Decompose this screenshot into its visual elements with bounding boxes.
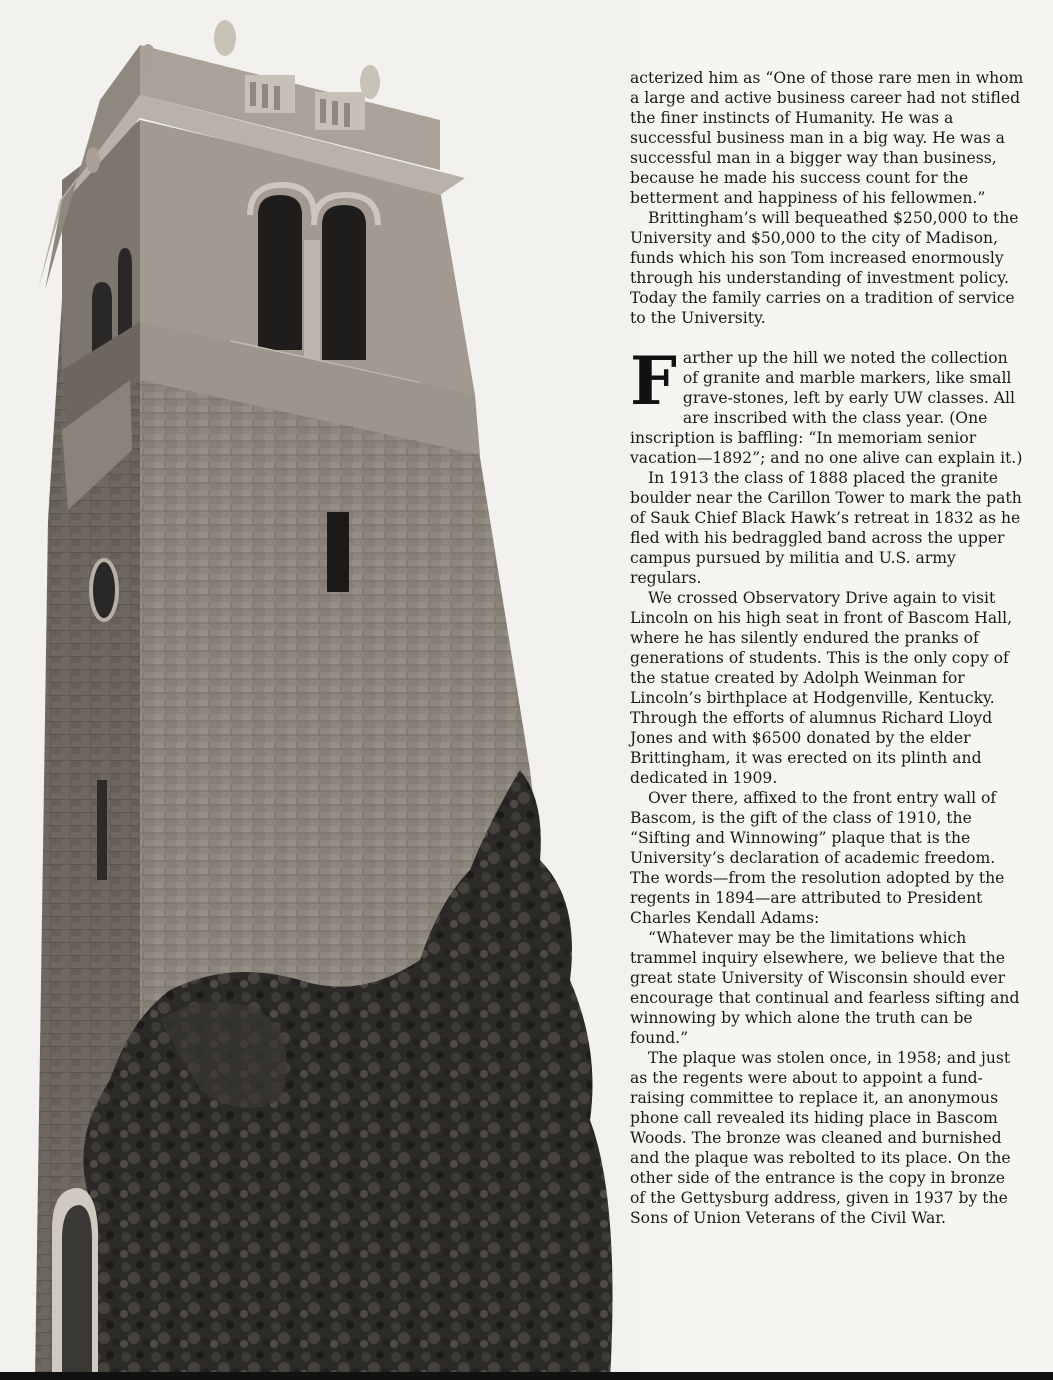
article-paragraph: We crossed Observatory Drive again to visit Lincoln on his high seat in front of Bascom Hall, where he has silently endured the pranks of generations of students. This is the only copy of the statue created by Adolph Weinman for Lincoln’s birthplace at Hodgenville, Kentucky. Through the efforts of alumnus Richard Lloyd Jones and with $6500 donated by the elder Brittingham, it was erected on its plinth and dedicated in 1909. bbox=[630, 589, 1013, 787]
quoted-paragraph: “Whatever may be the limitations which trammel inquiry elsewhere, we believe that the great state University of Wisconsin should ever encourage that continual and fearless sifting and winnowing by which alone the truth can be found.” bbox=[630, 929, 1020, 1047]
drop-cap: F bbox=[630, 342, 677, 420]
article-text-column bbox=[630, 68, 1025, 1228]
article-paragraph: acterized him as “One of those rare men in whom a large and active business career had not stifled the finer instincts of Humanity. He was a successful business man in a big way. He was a successful man in a bigger way than business, because he made his success count for the betterment and happiness of his fellowmen.” bbox=[630, 69, 1024, 207]
article-paragraph: Over there, affixed to the front entry wall of Bascom, is the gift of the class of 1910, the “Sifting and Winnowing” plaque that is the University’s declaration of academic freedom. The words—from the resolution adopted by the regents in 1894—are attributed to President Charles Kendall Adams: bbox=[630, 789, 1005, 927]
section-opening-text: arther up the hill we noted the collection of granite and marble markers, like small grave-stones, left by early UW classes. All are inscribed with the class year. (One inscription is baffling: “In memoriam senior vacation—1892”; and no one alive can explain it.) bbox=[630, 349, 1023, 467]
article-paragraph: In 1913 the class of 1888 placed the granite boulder near the Carillon Tower to mark the path of Sauk Chief Black Hawk’s retreat in 1832 as he fled with his bedraggled band across the upper campus pursued by militia and U.S. army regulars. bbox=[630, 469, 1022, 587]
article-paragraph: Brittingham’s will bequeathed $250,000 to the University and $50,000 to the city of Madison, funds which his son Tom increased enormously through his understanding of investment policy. Today the family carries on a tradition of service to the University. bbox=[630, 209, 1019, 327]
page-bottom-edge bbox=[0, 1372, 1053, 1380]
section-opening-paragraph bbox=[630, 342, 1025, 468]
article-paragraph: The plaque was stolen once, in 1958; and just as the regents were about to appoint a fund-raising committee to replace it, an anonymous phone call revealed its hiding place in Bascom Woods. The bronze was cleaned and burnished and the plaque was rebolted to its place. On the other side of the entrance is the copy in bronze of the Gettysburg address, given in 1937 by the Sons of Union Veterans of the Civil War. bbox=[630, 1049, 1011, 1227]
